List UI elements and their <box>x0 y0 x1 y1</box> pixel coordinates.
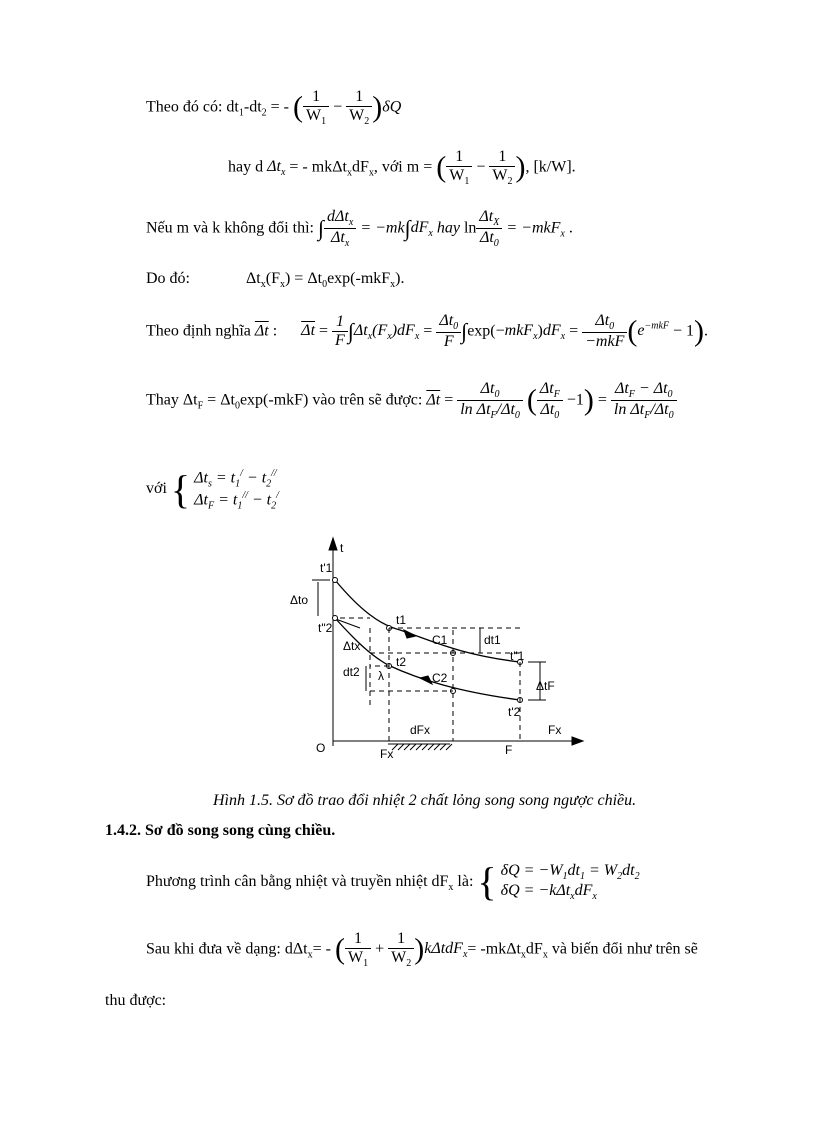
label-f: F <box>505 743 513 757</box>
label-t2: t2 <box>396 655 407 669</box>
eq-line-7: với { $\Delta t_s = t_1^/ - t_2^{//}$ $\Delta t_F = t_1^{//} - t_2^/$ <box>146 466 279 512</box>
figure-caption: Hình 1.5. Sơ đồ trao đổi nhiệt 2 chất lỏng song song ngược chiều. <box>213 792 637 809</box>
label-c1: C1 <box>432 633 448 647</box>
label-t: t <box>340 541 344 555</box>
eq-line-6: Thay $\Delta t_F = \Delta t_0\exp(-mkF)$ vào trên sẽ được: $\overline{\Delta t}$ = $\Delta t_0$ $\ln \Delta t_F/\Delta t_0$ ( $\Delta t_F$ $\Delta t_0$ −1) = $\Delta t_F - \Delta t_0$ $\ln \Delta t_F/\Delta t_0$ <box>146 380 677 421</box>
label-t2p: t'2 <box>508 705 521 719</box>
label-fx: Fx <box>380 747 394 761</box>
label-origin: O <box>316 741 326 755</box>
label-t1: t1 <box>396 613 407 627</box>
label-dtx: Δtx <box>343 639 361 653</box>
eq-line-1: Theo đó có: $dt_1-dt_2$ = - ( $\frac{1}{W_1}$ − $\frac{1}{W_2}$ )δQ <box>146 88 402 128</box>
section-heading: 1.4.2. Sơ đồ song song cùng chiều. <box>105 822 336 839</box>
point-t2pp <box>333 616 338 621</box>
label-t1p: t'1 <box>320 561 333 575</box>
label-t1pp: t"1 <box>510 649 525 663</box>
label-fx-axis: Fx <box>548 723 562 737</box>
fx-axis-arrow <box>572 737 583 745</box>
label-c2: C2 <box>432 671 448 685</box>
label-dt0: Δto <box>290 593 309 607</box>
label-dt2: dt2 <box>343 665 360 679</box>
text-thu: thu được: <box>105 992 167 1009</box>
curve-hot <box>335 580 520 662</box>
curve-cold <box>335 618 520 700</box>
eq-line-5: Theo định nghĩa $\overline{\Delta t}$ : $\overline{\Delta t}$ = $\frac{1}{F}$ $\int\Delta t_x(F_x)dF_x$ = $\frac{\Delta t_0}{F}$ $\int\exp(-mkF_x)dF_x$ = $\Delta t_0$ −mkF $(e^{-mkF} - 1)$. <box>146 312 709 351</box>
eq-line-3: Nếu m và k không đổi thì: ∫ dΔt$_x$ $\Delta t_x$ = $-mk\int dF_x$ hay ln $\Delta t_X$ $\Delta t_0$ = −mkF$_x$ . <box>146 208 573 250</box>
label-lambda: λ <box>378 669 384 683</box>
label-dfx: dFx <box>410 723 431 737</box>
eq-line-8: Phương trình cân bằng nhiệt và truyền nhiệt $dF_x$ là: { $\delta Q = -W_1dt_1 = W_2dt_2$ $\delta Q = -k\Delta t_xdF_x$ <box>146 859 640 905</box>
eq-line-2: hay d $\Delta t_x$ = - $mk\Delta t_xdF_x$, với m = ( $\frac{1}{W_1}$ − $\frac{1}{W_2}$ ), [k/W]. <box>228 148 576 188</box>
t-axis-arrow <box>329 538 337 550</box>
eq-line-4: Do đó: $\Delta t_x(F_x) = \Delta t_0\exp(-mkF_x)$. <box>146 270 405 291</box>
label-t2pp: t"2 <box>318 621 333 635</box>
label-dtf: ΔtF <box>536 679 555 693</box>
dfx-hatch <box>388 744 452 750</box>
point-t1p <box>333 578 338 583</box>
eq-line-9: Sau khi đưa về dạng: dΔt$_x$= - ( $\frac{1}{W_1}$ + $\frac{1}{W_2}$ )$k\Delta tdF_x= -mk\Delta t_xdF_x$ và biến đổi như trên sẽ <box>146 930 698 970</box>
label-dt1: dt1 <box>484 633 501 647</box>
